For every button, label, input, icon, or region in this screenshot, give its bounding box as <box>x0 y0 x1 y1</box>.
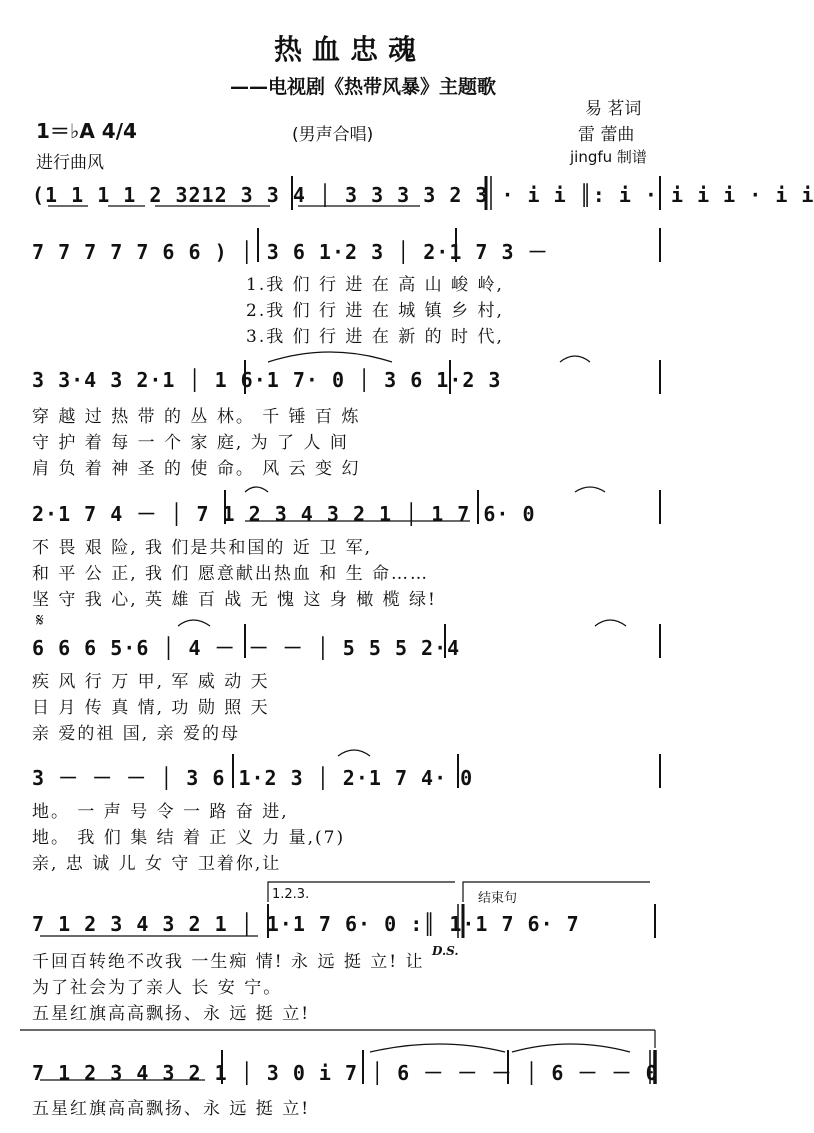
volta-bracket <box>268 882 455 902</box>
volta-final-ending: 结束句 <box>478 891 518 906</box>
lyric-line-2-1: 1.我 们 行 进 在 高 山 峻 岭, <box>246 275 504 295</box>
lyric-line-8-1: 五星红旗高高飘扬、永 远 挺 立! <box>32 1099 311 1119</box>
lyric-line-3-1: 穿 越 过 热 带 的 丛 林。 千 锤 百 炼 <box>32 407 361 427</box>
lyricist: 易 茗词 <box>585 99 642 119</box>
transcriber: jingfu 制谱 <box>570 148 647 166</box>
slur <box>338 750 370 756</box>
lyric-line-2-3: 3.我 们 行 进 在 新 的 时 代, <box>246 327 504 347</box>
slur <box>512 1044 630 1052</box>
slur <box>370 1044 505 1052</box>
slur <box>245 487 268 492</box>
lyric-line-3-2: 守 护 着 每 一 个 家 庭, 为 了 人 间 <box>32 433 349 453</box>
notation-system-5: 6 6 6 5·6 │ 4 － － － │ 5 5 5 2·4 <box>32 636 461 660</box>
notation-system-3: 3 3·4 3 2·1 │ 1 6·1 7· 0 │ 3 6 1·2 3 <box>32 368 502 392</box>
voice-type: (男声合唱) <box>292 125 374 145</box>
lyric-line-6-1: 地。 一 声 号 令 一 路 奋 进, <box>32 802 289 822</box>
slur <box>268 352 392 362</box>
notation-system-7: 7 1 2 3 4 3 2 1 │ 1·1 7 6· 0 :║ 1·1 7 6· 7 <box>32 912 580 936</box>
lyric-line-4-3: 坚 守 我 心, 英 雄 百 战 无 愧 这 身 橄 榄 绿! <box>32 590 437 610</box>
notation-system-4: 2·1 7 4 － │ 7 1 2 3 4 3 2 1 │ 1 7 6· 0 <box>32 502 536 526</box>
lyric-line-5-2: 日 月 传 真 情, 功 勋 照 天 <box>32 698 270 718</box>
lyric-line-7-2: 为了社会为了亲人 长 安 宁。 <box>32 978 283 998</box>
slur <box>595 620 626 626</box>
notation-system-2: 7 7 7 7 7 6 6 ) │ 3 6 1·2 3 │ 2·1 7 3 － <box>32 240 549 264</box>
dal-segno-mark: D.S. <box>432 944 459 958</box>
lyric-line-5-1: 疾 风 行 万 甲, 军 威 动 天 <box>32 672 270 692</box>
slur <box>178 620 210 626</box>
volta-first-ending: 1.2.3. <box>272 887 310 902</box>
segno-sign: 𝄋 <box>36 610 44 631</box>
notation-system-8: 7 1 2 3 4 3 2 1 │ 3 0 i 7 │ 6 － － － │ 6 － － 0 <box>32 1061 659 1085</box>
song-title: 热血忠魂 <box>273 33 426 66</box>
notation-system-6: 3 － － － │ 3 6 1·2 3 │ 2·1 7 4· 0 <box>32 766 474 790</box>
lyric-line-5-3: 亲 爱的祖 国, 亲 爱的母 <box>32 724 241 744</box>
lyric-line-4-2: 和 平 公 正, 我 们 愿意献出热血 和 生 命…… <box>32 564 430 584</box>
volta-bracket <box>463 882 650 902</box>
song-subtitle: ——电视剧《热带风暴》主题歌 <box>230 76 497 98</box>
lyric-line-7-3: 五星红旗高高飘扬、永 远 挺 立! <box>32 1004 311 1024</box>
lyric-line-2-2: 2.我 们 行 进 在 城 镇 乡 村, <box>246 301 504 321</box>
notation-system-1: (1 1 1 1 2 3212 3 3 4 │ 3 3 3 3 2 3 · i i ║: i · i i i · i i <box>32 183 814 207</box>
lyric-line-6-3: 亲, 忠 诚 儿 女 守 卫着你,让 <box>32 854 282 874</box>
lyric-line-3-3: 肩 负 着 神 圣 的 使 命。 风 云 变 幻 <box>32 459 361 479</box>
slur <box>575 487 605 492</box>
lyric-line-7-1: 千回百转绝不改我 一生痴 情! 永 远 挺 立! 让 <box>32 952 425 972</box>
key-signature: 1＝♭A 4/4 <box>36 119 137 143</box>
composer: 雷 蕾曲 <box>578 125 635 145</box>
lyric-line-6-2: 地。 我 们 集 结 着 正 义 力 量,(7) <box>32 828 346 848</box>
tempo-marking: 进行曲风 <box>36 153 104 173</box>
slur <box>560 356 590 362</box>
lyric-line-4-1: 不 畏 艰 险, 我 们是共和国的 近 卫 军, <box>32 538 373 558</box>
